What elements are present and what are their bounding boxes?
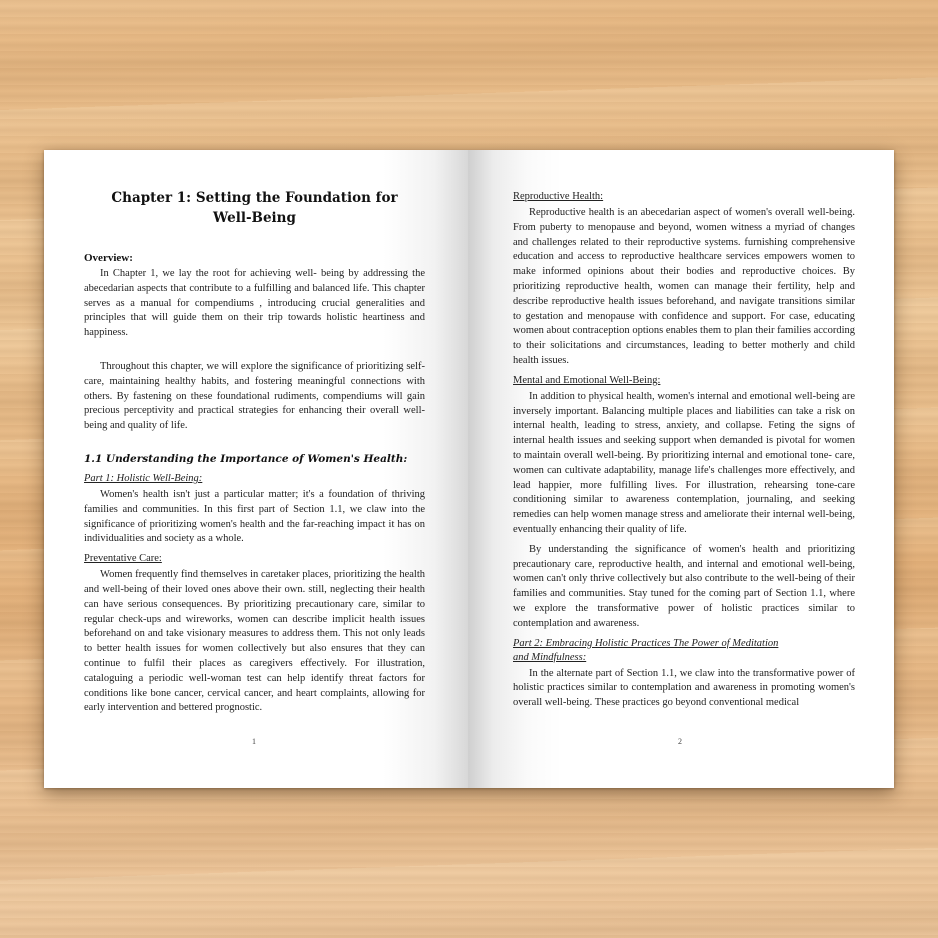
right-page-content	[513, 190, 855, 716]
part-1-heading: Part 1: Holistic Well-Being:	[84, 472, 203, 484]
mental-wellbeing-heading: Mental and Emotional Well-Being:	[513, 374, 661, 386]
left-page-content	[84, 188, 425, 721]
page-number-left: 1	[252, 737, 256, 746]
reproductive-health-paragraph: Reproductive health is an abecedarian aspect of women's overall well-being. From puberty to menopause and beyond, women witness a myriad of changes and challenges related to their reproductive systems. furnishing comprehensive education and access to reproductive healthcare services empowers women to make informed opinions about their bodies and reproductive choices. By prioritizing reproductive health, women can manage their fertility, help and describe reproductive health issues beforehand, and navigate transitions similar to gestation and menopause with confidence and support. For case, educating women about contraception options enables them to plan their families according to their solicitations and circumstances, leading to better motherly and child health issues.	[513, 207, 855, 366]
mental-wellbeing-paragraph-2: By understanding the significance of women's health and prioritizing precautionary care, reproductive health, and internal and emotional well-being, women can't only thrive collectively but also contribute to the well-being of their families and communities. Stay tuned for the coming part of Section 1.1, where we explore the transformative power of holistic practices similar to contemplation and awareness.	[513, 543, 855, 629]
left-page	[44, 150, 468, 788]
preventative-care-heading: Preventative Care:	[84, 553, 162, 565]
overview-paragraph-1: In Chapter 1, we lay the root for achieving well- being by addressing the abecedarian aspects that contribute to a fulfilling and balanced life. This chapter serves as a manual for compendiums , introducing crucial generalities and principles that will guide them on their trip towards holistic heartiness and happiness.	[84, 268, 425, 339]
section-heading: 1.1 Understanding the Importance of Women's Health:	[84, 452, 408, 465]
chapter-title	[84, 188, 425, 228]
page-number-right: 2	[678, 737, 682, 746]
part-2-heading-line-2: and Mindfulness:	[513, 651, 587, 663]
mental-wellbeing-paragraph-1: In addition to physical health, women's internal and emotional well-being are inversely important. Balancing multiple places and liabilities can take a risk on internal health, leading to stress, anxiety, and collapse. Feting the signs of internal health issues and seeking support when demanded is pivotal for women to maintain overall well-being. By prioritizing internal and emotional tone- care, women can cultivate adaptability, manage life's challenges more effectively, and lead happier, more fulfilling lives. For illustration, rehearsing tone-care conditioning similar to awareness contemplation, journaling, and seeking remedies can help women manage stress and ameliorate their internal well-being, eventually enhancing their quality of life.	[513, 390, 855, 535]
overview-heading: Overview:	[84, 252, 133, 264]
part-2-heading-line-1: Part 2: Embracing Holistic Practices The Power of Meditation	[513, 637, 779, 649]
preventative-care-paragraph: Women frequently find themselves in caretaker places, prioritizing the health and well-being of their loved ones above their own. still, neglecting their health can have serious consequences. By prioritizing precautionary care, similar to regular check-ups and wireworks, women can describe implicit health issues beforehand on and take visionary measures to address them. This not only leads to better health issues for women collectively but also ensures that they can continue to fulfil their places as caregivers effectively. For illustration, cataloguing a periodic well-woman test can help identify threat factors for conditions like bone cancer, cervical cancer, and heart complaints, allowing for early intervention and bettered prognostic.	[84, 569, 425, 714]
part-2-heading	[513, 637, 855, 665]
chapter-title-line-1: Chapter 1: Setting the Foundation for	[111, 190, 398, 206]
open-book	[44, 150, 894, 788]
part-2-paragraph: In the alternate part of Section 1.1, we claw into the transformative power of holistic practices similar to contemplation and awareness in promoting women's overall well-being. These practices go beyond conventional medical	[513, 667, 855, 709]
overview-paragraph-2: Throughout this chapter, we will explore the significance of prioritizing self-care, maintaining healthy habits, and fostering meaningful connections with others. By fastening on these foundational rudiments, compendiums will gain precious perceptivity and practical strategies for enhancing their overall well- being and quality of life.	[84, 360, 425, 432]
reproductive-health-heading: Reproductive Health:	[513, 191, 604, 202]
part-1-paragraph: Women's health isn't just a particular matter; it's a foundation of thriving families and communities. In this first part of Section 1.1, we claw into the significance of prioritizing women's health and the far-reaching impact it has on individualities and society as a whole.	[84, 488, 425, 545]
chapter-title-line-2: Well-Being	[213, 210, 296, 226]
right-page	[468, 150, 894, 788]
